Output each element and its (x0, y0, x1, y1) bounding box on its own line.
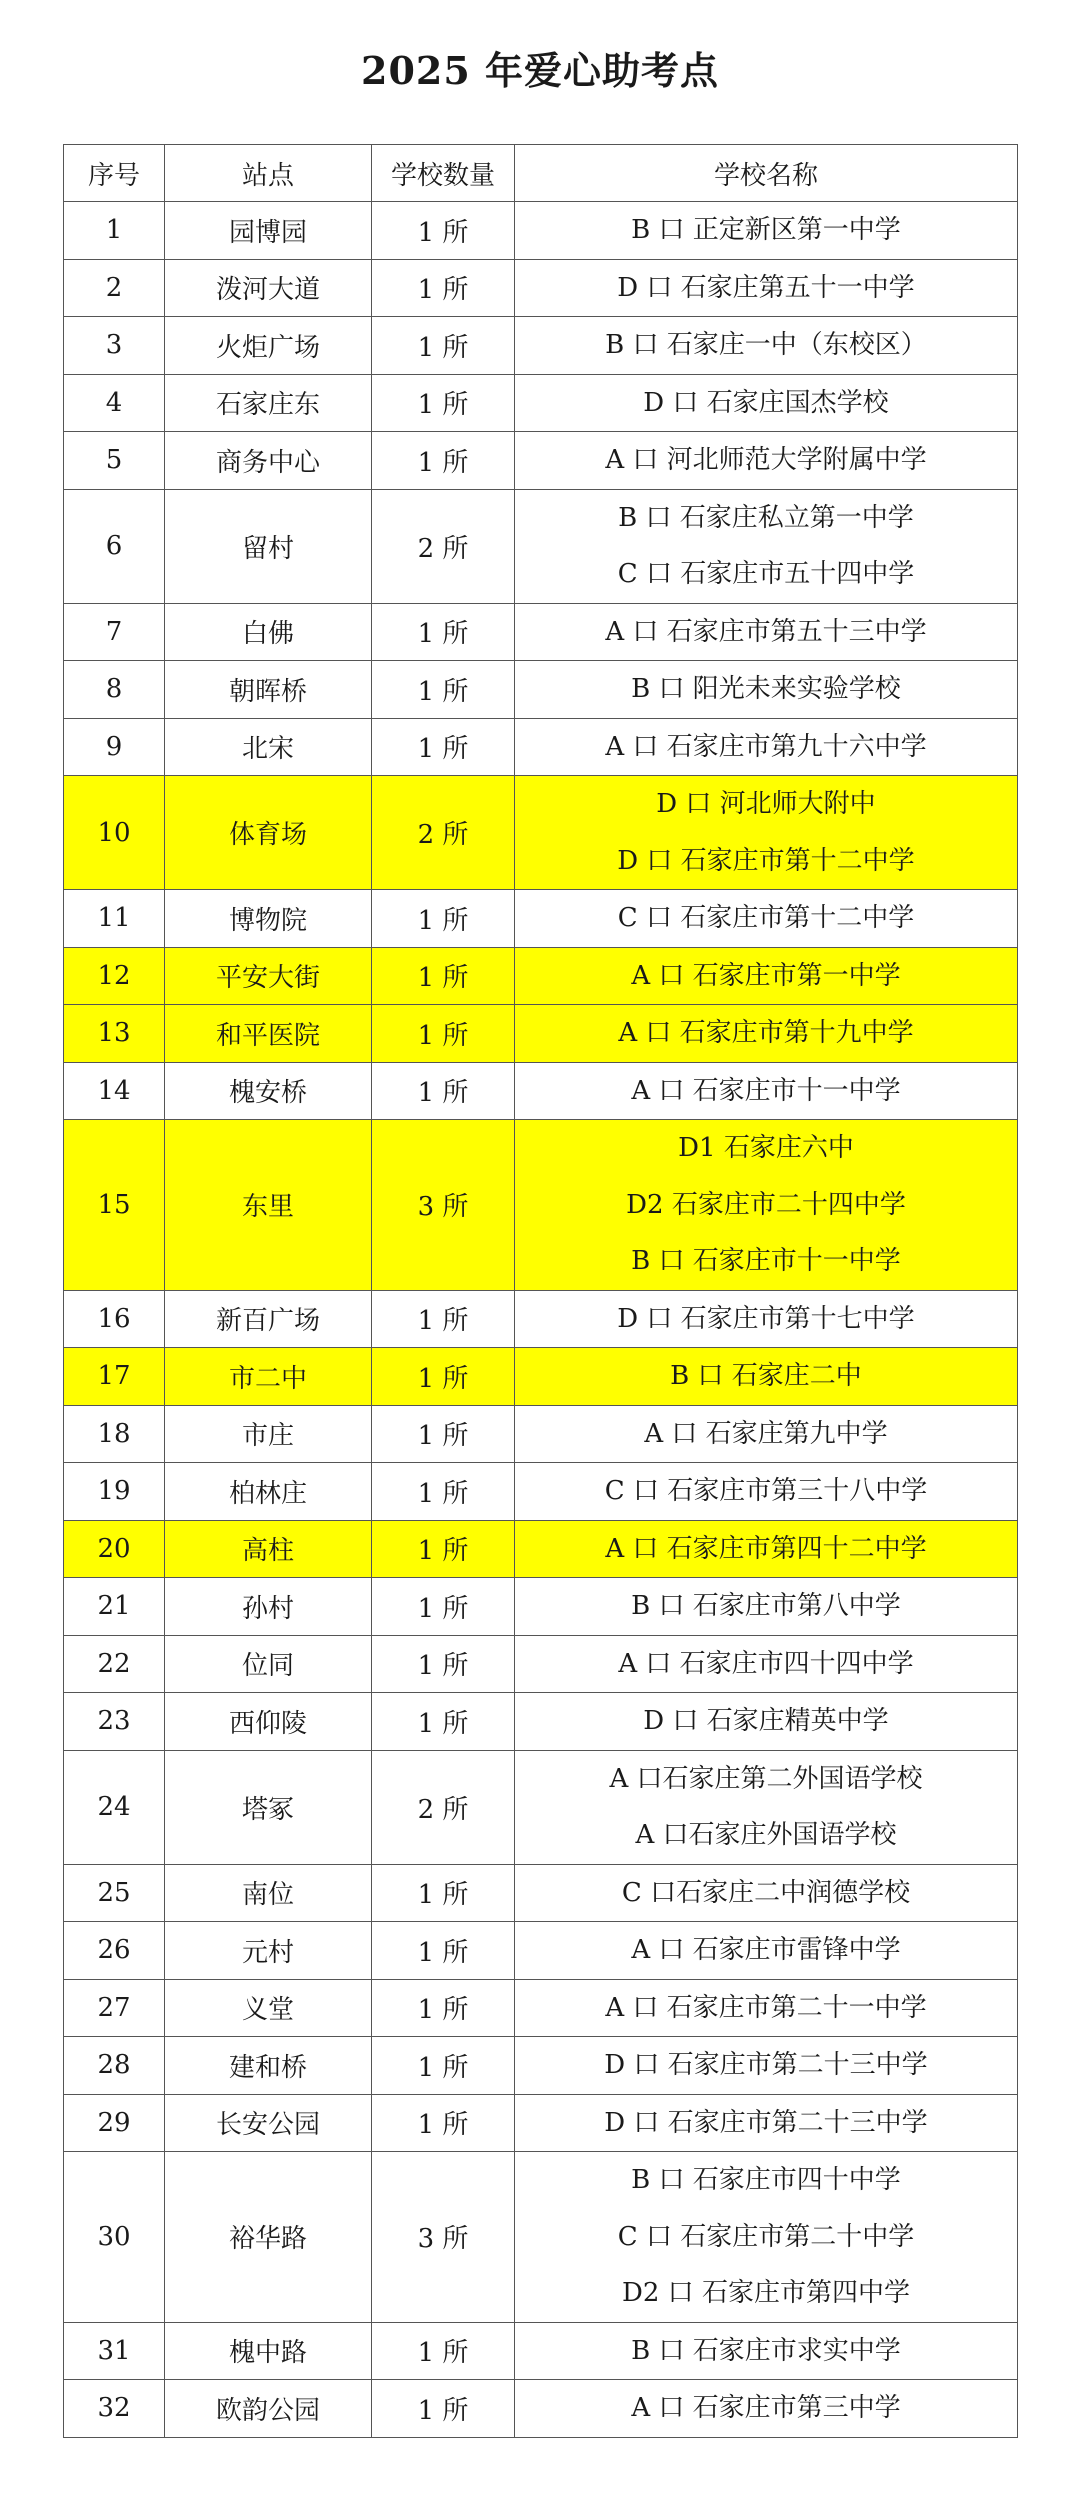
row-station: 槐安桥 (165, 1062, 372, 1120)
row-school-count: 1 所 (372, 317, 515, 375)
row-schools (515, 374, 1018, 432)
table-row (64, 1405, 1018, 1463)
row-index: 30 (64, 2152, 165, 2323)
row-school-count: 1 所 (372, 2380, 515, 2438)
table-row (64, 947, 1018, 1005)
table-row (64, 603, 1018, 661)
school-name: D 口 石家庄第五十一中学 (617, 272, 915, 303)
row-station: 建和桥 (165, 2037, 372, 2095)
row-index: 7 (64, 603, 165, 661)
exam-support-table (63, 144, 1018, 2438)
row-station: 市二中 (165, 1348, 372, 1406)
row-school-count: 2 所 (372, 489, 515, 603)
row-index: 1 (64, 202, 165, 260)
school-name: A 口 石家庄市雷锋中学 (631, 1935, 901, 1965)
row-school-count: 1 所 (372, 1348, 515, 1406)
table-row (64, 1635, 1018, 1693)
school-name: D2 石家庄市二十四中学 (626, 1189, 906, 1220)
row-station: 西仰陵 (165, 1693, 372, 1751)
table-row (64, 1120, 1018, 1291)
row-school-count: 1 所 (372, 1979, 515, 2037)
row-station: 新百广场 (165, 1290, 372, 1348)
school-name: D1 石家庄六中 (678, 1133, 854, 1163)
row-station: 高柱 (165, 1520, 372, 1578)
school-name: D 口 石家庄市第二十三中学 (604, 2107, 928, 2138)
table-row (64, 1922, 1018, 1980)
row-schools (515, 2380, 1018, 2438)
school-name: A 口 河北师范大学附属中学 (605, 445, 927, 475)
row-school-count: 1 所 (372, 1520, 515, 1578)
header-school-name: 学校名称 (515, 145, 1018, 202)
row-school-count: 1 所 (372, 1005, 515, 1063)
row-station: 商务中心 (165, 432, 372, 490)
row-schools (515, 776, 1018, 890)
table-row (64, 317, 1018, 375)
row-station: 白佛 (165, 603, 372, 661)
row-school-count: 1 所 (372, 202, 515, 260)
school-name: A 口 石家庄市十一中学 (631, 1075, 901, 1106)
row-schools (515, 1348, 1018, 1406)
row-station: 位同 (165, 1635, 372, 1693)
row-schools (515, 1120, 1018, 1291)
school-name: C 口 石家庄市五十四中学 (617, 559, 915, 589)
row-schools (515, 1463, 1018, 1521)
table-row (64, 489, 1018, 603)
school-name: B 口 阳光未来实验学校 (631, 674, 901, 704)
table-row (64, 1290, 1018, 1348)
row-school-count: 1 所 (372, 432, 515, 490)
row-schools (515, 1922, 1018, 1980)
table-row (64, 890, 1018, 948)
school-name: B 口 石家庄私立第一中学 (618, 502, 914, 533)
row-station: 博物院 (165, 890, 372, 948)
row-school-count: 1 所 (372, 1290, 515, 1348)
row-index: 29 (64, 2094, 165, 2152)
school-name: D2 口 石家庄市第四中学 (622, 2278, 910, 2308)
school-name: A 口 石家庄第九中学 (644, 1418, 888, 1449)
row-school-count: 1 所 (372, 947, 515, 1005)
row-school-count: 1 所 (372, 1693, 515, 1751)
row-school-count: 1 所 (372, 890, 515, 948)
table-row (64, 202, 1018, 260)
school-name: D 口 河北师大附中 (656, 789, 876, 819)
row-school-count: 1 所 (372, 718, 515, 776)
row-school-count: 1 所 (372, 603, 515, 661)
row-school-count: 1 所 (372, 1635, 515, 1693)
row-index: 27 (64, 1979, 165, 2037)
row-index: 28 (64, 2037, 165, 2095)
table-row (64, 1578, 1018, 1636)
school-name: B 口 石家庄市求实中学 (631, 2335, 901, 2366)
table-row (64, 2322, 1018, 2380)
header-index: 序号 (64, 145, 165, 202)
page-title: 2025 年爱心助考点 (361, 48, 719, 93)
row-station: 市庄 (165, 1405, 372, 1463)
row-station: 欧韵公园 (165, 2380, 372, 2438)
table-row (64, 259, 1018, 317)
header-row (64, 145, 1018, 202)
school-name: A 口 石家庄市第五十三中学 (605, 616, 927, 647)
school-name: A 口 石家庄市第九十六中学 (605, 731, 927, 762)
row-index: 8 (64, 661, 165, 719)
row-schools (515, 1405, 1018, 1463)
table-row (64, 776, 1018, 890)
row-index: 13 (64, 1005, 165, 1063)
row-schools (515, 2037, 1018, 2095)
header-station: 站点 (165, 145, 372, 202)
table-row (64, 1463, 1018, 1521)
school-name: A 口石家庄第二外国语学校 (609, 1763, 923, 1794)
row-schools (515, 2152, 1018, 2323)
table-row (64, 374, 1018, 432)
row-index: 24 (64, 1750, 165, 1864)
row-school-count: 3 所 (372, 2152, 515, 2323)
table-row (64, 1693, 1018, 1751)
row-schools (515, 2094, 1018, 2152)
row-school-count: 2 所 (372, 776, 515, 890)
row-schools (515, 1520, 1018, 1578)
row-index: 14 (64, 1062, 165, 1120)
school-name: D 口 石家庄精英中学 (643, 1706, 889, 1736)
row-index: 31 (64, 2322, 165, 2380)
row-station: 泼河大道 (165, 259, 372, 317)
row-station: 留村 (165, 489, 372, 603)
row-school-count: 1 所 (372, 2094, 515, 2152)
row-index: 16 (64, 1290, 165, 1348)
row-school-count: 1 所 (372, 1922, 515, 1980)
row-schools (515, 1864, 1018, 1922)
table-row (64, 1864, 1018, 1922)
row-index: 9 (64, 718, 165, 776)
row-station: 南位 (165, 1864, 372, 1922)
row-station: 平安大街 (165, 947, 372, 1005)
school-name: A 口 石家庄市第二十一中学 (605, 1992, 927, 2023)
table-row (64, 2152, 1018, 2323)
table-row (64, 432, 1018, 490)
school-name: B 口 石家庄市四十中学 (631, 2165, 901, 2195)
school-name: A 口 石家庄市第十九中学 (618, 1018, 914, 1048)
school-name: B 口 正定新区第一中学 (631, 215, 901, 245)
row-schools (515, 1693, 1018, 1751)
school-name: D 口 石家庄国杰学校 (643, 387, 889, 418)
row-schools (515, 661, 1018, 719)
row-school-count: 1 所 (372, 1578, 515, 1636)
table-row (64, 2094, 1018, 2152)
row-station: 义堂 (165, 1979, 372, 2037)
header-school-count: 学校数量 (372, 145, 515, 202)
row-school-count: 1 所 (372, 1463, 515, 1521)
school-name: C 口 石家庄市第二十中学 (617, 2221, 915, 2252)
school-name: A 口石家庄外国语学校 (635, 1820, 897, 1850)
row-station: 长安公园 (165, 2094, 372, 2152)
row-index: 6 (64, 489, 165, 603)
row-school-count: 1 所 (372, 1405, 515, 1463)
row-school-count: 1 所 (372, 2037, 515, 2095)
row-station: 元村 (165, 1922, 372, 1980)
row-index: 3 (64, 317, 165, 375)
row-index: 4 (64, 374, 165, 432)
row-station: 塔冢 (165, 1750, 372, 1864)
school-name: B 口 石家庄一中（东校区） (605, 330, 927, 360)
table-row (64, 1005, 1018, 1063)
row-schools (515, 890, 1018, 948)
row-schools (515, 718, 1018, 776)
table-row (64, 1750, 1018, 1864)
row-school-count: 2 所 (372, 1750, 515, 1864)
row-index: 10 (64, 776, 165, 890)
table-row (64, 718, 1018, 776)
row-index: 18 (64, 1405, 165, 1463)
row-schools (515, 1750, 1018, 1864)
table-row (64, 1062, 1018, 1120)
school-name: D 口 石家庄市第十七中学 (617, 1303, 915, 1334)
row-station: 北宋 (165, 718, 372, 776)
row-schools (515, 202, 1018, 260)
row-school-count: 3 所 (372, 1120, 515, 1291)
school-name: A 口 石家庄市第三中学 (631, 2393, 901, 2423)
table-row (64, 1979, 1018, 2037)
table-row (64, 2037, 1018, 2095)
row-school-count: 1 所 (372, 374, 515, 432)
row-schools (515, 1005, 1018, 1063)
row-schools (515, 317, 1018, 375)
row-station: 石家庄东 (165, 374, 372, 432)
table-row (64, 1348, 1018, 1406)
row-schools (515, 1578, 1018, 1636)
row-index: 17 (64, 1348, 165, 1406)
row-school-count: 1 所 (372, 1062, 515, 1120)
row-schools (515, 1635, 1018, 1693)
school-name: B 口 石家庄市第八中学 (631, 1591, 901, 1621)
row-station: 柏林庄 (165, 1463, 372, 1521)
row-index: 22 (64, 1635, 165, 1693)
row-station: 火炬广场 (165, 317, 372, 375)
school-name: D 口 石家庄市第二十三中学 (604, 2050, 928, 2080)
row-index: 25 (64, 1864, 165, 1922)
row-index: 26 (64, 1922, 165, 1980)
school-name: A 口 石家庄市四十四中学 (618, 1648, 914, 1679)
row-school-count: 1 所 (372, 661, 515, 719)
row-schools (515, 603, 1018, 661)
school-name: A 口 石家庄市第四十二中学 (605, 1533, 927, 1564)
row-index: 5 (64, 432, 165, 490)
row-schools (515, 432, 1018, 490)
row-index: 12 (64, 947, 165, 1005)
row-index: 15 (64, 1120, 165, 1291)
row-station: 裕华路 (165, 2152, 372, 2323)
row-school-count: 1 所 (372, 2322, 515, 2380)
school-name: C 口 石家庄市第三十八中学 (604, 1476, 928, 1506)
table-row (64, 2380, 1018, 2438)
row-station: 体育场 (165, 776, 372, 890)
row-station: 朝晖桥 (165, 661, 372, 719)
school-name: D 口 石家庄市第十二中学 (617, 845, 915, 876)
row-school-count: 1 所 (372, 1864, 515, 1922)
row-schools (515, 259, 1018, 317)
row-station: 东里 (165, 1120, 372, 1291)
row-index: 11 (64, 890, 165, 948)
school-name: A 口 石家庄市第一中学 (631, 960, 901, 991)
row-index: 2 (64, 259, 165, 317)
row-schools (515, 1062, 1018, 1120)
row-index: 19 (64, 1463, 165, 1521)
row-schools (515, 489, 1018, 603)
row-station: 园博园 (165, 202, 372, 260)
row-station: 槐中路 (165, 2322, 372, 2380)
table-row (64, 1520, 1018, 1578)
row-schools (515, 1290, 1018, 1348)
row-index: 20 (64, 1520, 165, 1578)
row-station: 和平医院 (165, 1005, 372, 1063)
row-index: 23 (64, 1693, 165, 1751)
table-row (64, 661, 1018, 719)
row-schools (515, 1979, 1018, 2037)
school-name: C 口石家庄二中润德学校 (621, 1877, 911, 1908)
row-schools (515, 947, 1018, 1005)
row-index: 32 (64, 2380, 165, 2438)
row-school-count: 1 所 (372, 259, 515, 317)
row-station: 孙村 (165, 1578, 372, 1636)
school-name: B 口 石家庄市十一中学 (631, 1246, 901, 1276)
school-name: C 口 石家庄市第十二中学 (617, 903, 915, 933)
row-index: 21 (64, 1578, 165, 1636)
school-name: B 口 石家庄二中 (670, 1361, 862, 1391)
row-schools (515, 2322, 1018, 2380)
